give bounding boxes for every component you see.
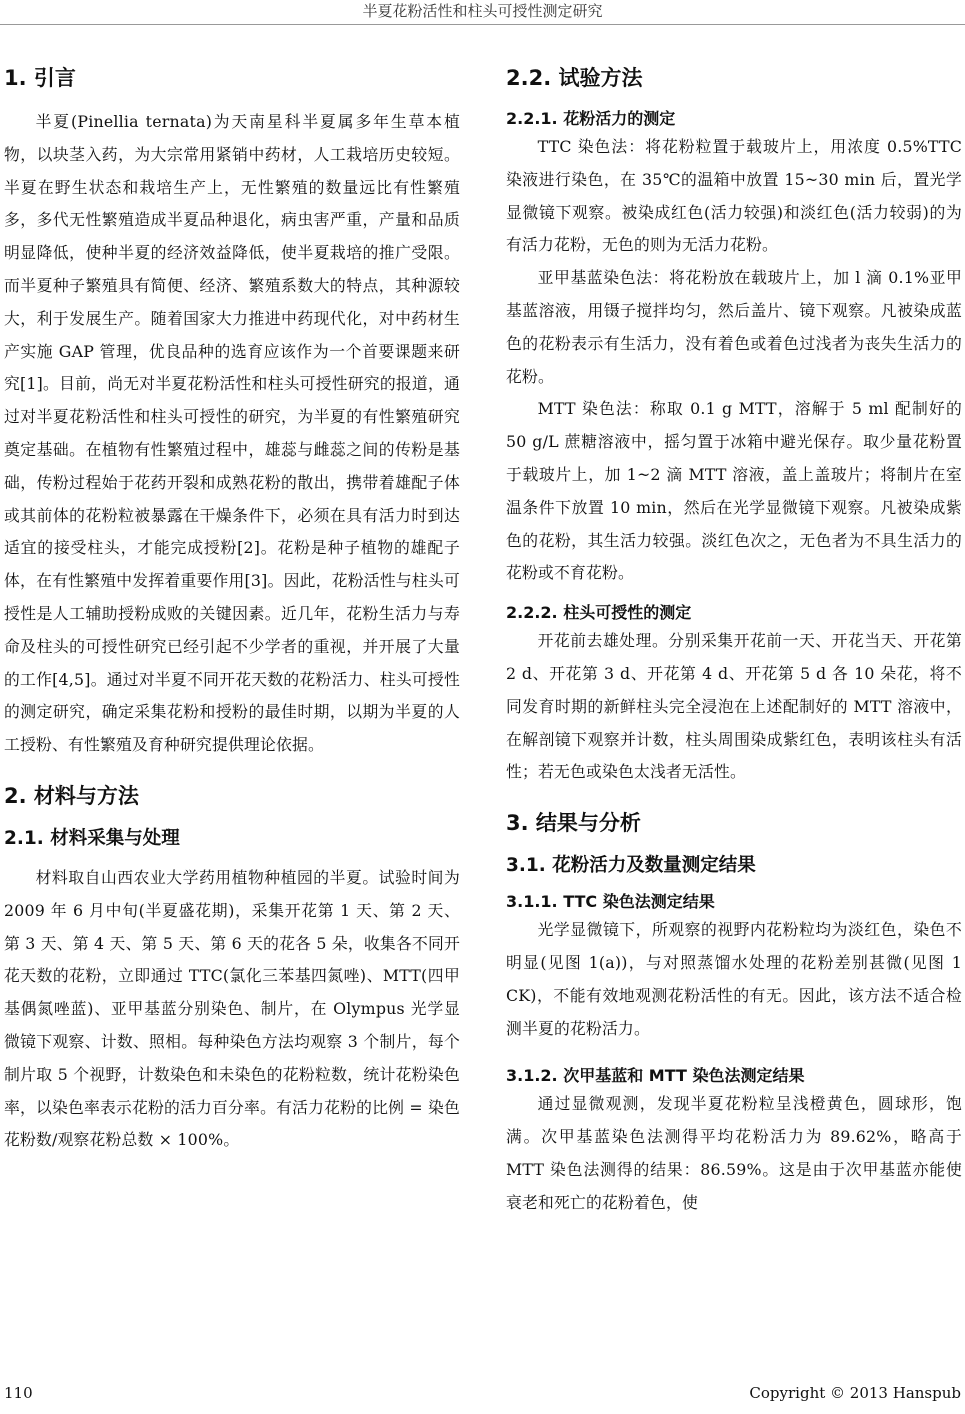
section-1-title: 1. 引言 xyxy=(4,66,76,90)
stigma-receptivity-paragraph: 开花前去雄处理。分别采集开花前一天、开花当天、开花第 2 d、开花第 3 d、开花第 4 d、开花第 5 d 各 10 朵花，将不同发育时期的新鲜柱头完全浸泡在上述配制好的 MTT 溶液中，在解剖镜下观察并计数，柱头周围染成紫红色，表明该柱头有活性；若无色或染色太浅者无活性。 xyxy=(506,631,962,782)
right-column xyxy=(506,52,962,1220)
ttc-results-paragraph: 光学显微镜下，所观察的视野内花粉粒均为淡红色，染色不明显(见图 1(a))，与对照蒸馏水处理的花粉差别甚微(见图 1 CK)，不能有效地观测花粉活性的有无。因此，该方法不适合检测半夏的花粉活力。 xyxy=(506,920,962,1038)
materials-paragraph: 材料取自山西农业大学药用植物种植园的半夏。试验时间为 2009 年 6 月中旬(半夏盛花期)，采集开花第 1 天、第 2 天、第 3 天、第 4 天、第 5 天、第 6 天的花各 5 朵，收集各不同开花天数的花粉，立即通过 TTC(氯化三苯基四氮唑)、MTT(四甲基偶氮唑蓝)、亚甲基蓝分别染色、制片，在 Olympus 光学显微镜下观察、计数、照相。每种染色方法均观察 3 个制片，每个制片取 5 个视野，计数染色和未染色的花粉粒数，统计花粉染色率，以染色率表示花粉的活力百分率。有活力花粉的比例 = 染色花粉数/观察花粉总数 × 100%。 xyxy=(4,867,460,1150)
copyright: Copyright © 2013 Hanspub xyxy=(749,1384,961,1402)
section-3-title: 3. 结果与分析 xyxy=(506,811,641,836)
intro-paragraph: 半夏(Pinellia ternata)为天南星科半夏属多年生草本植物，以块茎入药，为大宗常用紧销中药材，人工栽培历史较短。半夏在野生状态和栽培生产上，无性繁殖的数量远比有性繁殖多，多代无性繁殖造成半夏品种退化，病虫害严重，产量和品质明显降低，使种半夏的经济效益降低，使半夏栽培的推广受限。而半夏种子繁殖具有简便、经济、繁殖系数大的特点，其种源较大，利于发展生产。随着国家大力推进中药现代化，对中药材生产实施 GAP 管理，优良品种的选育应该作为一个首要课题来研究[1]。目前，尚无对半夏花粉活性和柱头可授性研究的报道，通过对半夏花粉活性和柱头可授性的研究，为半夏的有性繁殖研究奠定基础。在植物有性繁殖过程中，雄蕊与雌蕊之间的传粉是基础，传粉过程始于花药开裂和成熟花粉的散出，携带着雄配子体或其前体的花粉粒被暴露在干燥条件下，必须在具有活力时到达适宜的接受柱头，才能完成授粉[2]。花粉是种子植物的雄配子体，在有性繁殖中发挥着重要作用[3]。因此，花粉活性与柱头可授性是人工辅助授粉成败的关键因素。近几年，花粉生活力与寿命及柱头的可授性研究已经引起不少学者的重视，并开展了大量的工作[4,5]。通过对半夏不同开花天数的花粉活力、柱头可授性的测定研究，确定采集花粉和授粉的最佳时期，以期为半夏的人工授粉、有性繁殖及育种研究提供理论依据。 xyxy=(4,112,460,755)
methylene-blue-method-paragraph: 亚甲基蓝染色法：将花粉放在载玻片上，加 l 滴 0.1%亚甲基蓝溶液，用镊子搅拌均匀，然后盖片、镜下观察。凡被染成蓝色的花粉表示有生活力，没有着色或着色过浅者为丧失生活力的花粉。 xyxy=(506,268,962,386)
section-3-1-title: 3.1. 花粉活力及数量测定结果 xyxy=(506,855,756,877)
section-2-1-title: 2.1. 材料采集与处理 xyxy=(4,827,180,849)
header-rule xyxy=(0,24,965,25)
section-3-1-1-title: 3.1.1. TTC 染色法测定结果 xyxy=(506,892,715,912)
ttc-method-paragraph: TTC 染色法：将花粉粒置于载玻片上，用浓度 0.5%TTC 染液进行染色，在 35℃的温箱中放置 15~30 min 后，置光学显微镜下观察。被染成红色(活力较强)和淡红色(活力较弱)的为有活力花粉，无色的则为无活力花粉。 xyxy=(506,137,962,255)
section-2-2-title: 2.2. 试验方法 xyxy=(506,66,643,90)
section-2-2-2-title: 2.2.2. 柱头可授性的测定 xyxy=(506,603,692,623)
mtt-method-paragraph: MTT 染色法：称取 0.1 g MTT，溶解于 5 ml 配制好的 50 g/L 蔗糖溶液中，摇匀置于冰箱中避光保存。取少量花粉置于载玻片上，加 1~2 滴 MTT 溶液，盖上盖玻片；将制片在室温条件下放置 10 min，然后在光学显微镜下观察。凡被染成紫色的花粉，其生活力较强。淡红色次之，无色者为不具生活力的花粉或不育花粉。 xyxy=(506,399,962,583)
section-2-title: 2. 材料与方法 xyxy=(4,783,139,808)
section-2-2-1-title: 2.2.1. 花粉活力的测定 xyxy=(506,109,676,128)
page-number: 110 xyxy=(4,1384,33,1402)
left-column xyxy=(4,52,460,1157)
section-3-1-2-title: 3.1.2. 次甲基蓝和 MTT 染色法测定结果 xyxy=(506,1066,805,1086)
mtt-results-paragraph: 通过显微观测，发现半夏花粉粒呈浅橙黄色，圆球形，饱满。次甲基蓝染色法测得平均花粉活力为 89.62%，略高于 MTT 染色法测得的结果：86.59%。这是由于次甲基蓝亦能使衰老和死亡的花粉着色，使 xyxy=(506,1094,962,1212)
running-header: 半夏花粉活性和柱头可授性测定研究 xyxy=(362,2,603,20)
